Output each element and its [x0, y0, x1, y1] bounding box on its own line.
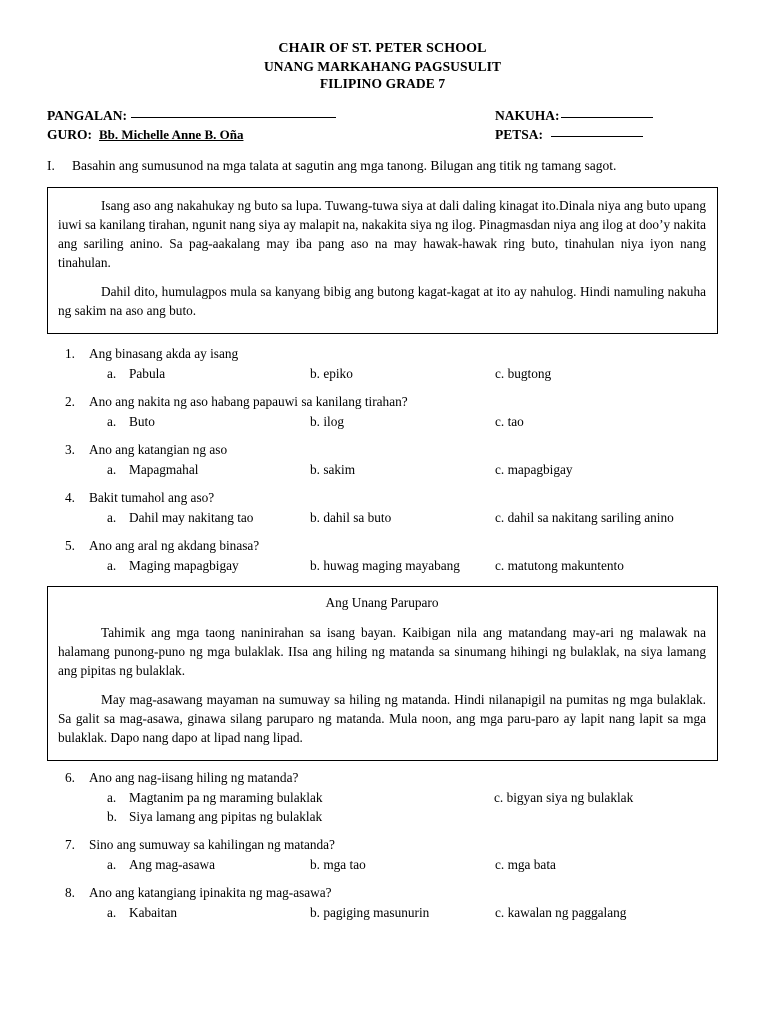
question-5 — [47, 537, 718, 576]
question-8-number: 8. — [65, 884, 75, 900]
option-text: Siya lamang ang pipitas ng bulaklak — [129, 808, 323, 824]
question-6-options — [47, 789, 718, 827]
info-left-column — [47, 107, 336, 143]
option-text: Maging mapagbigay — [129, 557, 239, 573]
question-8-option-c[interactable] — [495, 904, 626, 922]
question-2 — [47, 393, 718, 432]
question-3-option-c[interactable] — [495, 461, 573, 479]
questions-set-1 — [47, 345, 718, 576]
option-text: mapagbigay — [507, 462, 573, 478]
option-letter: c. — [494, 789, 504, 805]
option-text: Buto — [129, 414, 155, 430]
passage2-paragraph-1: Tahimik ang mga taong naninirahan sa isang bayan. Kaibigan nila ang matandang may-ari ng malawak na halamang punong-puno ng mga bulaklak. IIsa ang hiling ng matanda sa sinumang hihingi ng bulaklak, na siya lamang ang pipitas ng bulaklak. — [58, 624, 706, 678]
questions-set-2 — [47, 769, 718, 923]
question-4-stem — [47, 489, 718, 507]
option-text: matutong makuntento — [507, 557, 624, 573]
question-7-option-c[interactable] — [495, 856, 556, 874]
option-text: dahil sa buto — [323, 509, 392, 525]
question-2-number: 2. — [65, 394, 75, 410]
option-text: bugtong — [507, 366, 552, 382]
question-1-stem — [47, 345, 718, 363]
question-3-options — [47, 461, 718, 480]
petsa-input[interactable] — [551, 136, 643, 137]
passage2-title: Ang Unang Paruparo — [325, 594, 439, 610]
option-letter: b. — [310, 856, 320, 872]
question-3 — [47, 441, 718, 480]
question-4-option-c[interactable] — [495, 509, 674, 527]
instruction-text: Basahin ang sumusunod na mga talata at sagutin ang mga tanong. Bilugan ang titik ng tamang sagot. — [72, 158, 617, 174]
option-letter: c. — [495, 904, 505, 920]
option-text: bigyan siya ng bulaklak — [506, 789, 634, 805]
petsa-field-row — [495, 126, 653, 144]
question-1-text: Ang binasang akda ay isang — [89, 346, 239, 362]
question-1-option-c[interactable] — [495, 365, 551, 383]
option-letter: a. — [107, 366, 117, 382]
question-6-text: Ano ang nag-iisang hiling ng matanda? — [89, 770, 299, 786]
option-letter: c. — [495, 856, 505, 872]
petsa-label: PETSA: — [495, 126, 544, 142]
question-7-option-b[interactable] — [310, 856, 366, 874]
option-text: Mapagmahal — [129, 462, 199, 478]
question-1 — [47, 345, 718, 384]
option-text: dahil sa nakitang sariling anino — [507, 509, 674, 525]
option-letter: c. — [495, 366, 505, 382]
question-3-text: Ano ang katangian ng aso — [89, 442, 228, 458]
question-4-option-a[interactable] — [107, 509, 253, 527]
passage2-paragraph-2: May mag-asawang mayaman na sumuway sa hiling ng matanda. Hindi nilanapigil na pumitas ng mga bulaklak. Sa galit sa mag-asawa, ginawa silang paruparo ng matanda. Mula noon, ang mga paru-paro ay lapit nang lapit sa mga bulaklak. Dapo nang dapo at lipad nang lipad. — [58, 692, 706, 746]
instruction-line — [47, 157, 718, 175]
question-3-option-b[interactable] — [310, 461, 355, 479]
question-5-text: Ano ang aral ng akdang binasa? — [89, 537, 260, 553]
info-right-column — [495, 107, 653, 143]
option-letter: c. — [495, 557, 505, 573]
school-name: CHAIR OF ST. PETER SCHOOL — [278, 41, 487, 56]
option-text: huwag maging mayabang — [323, 557, 460, 573]
guro-value: Bb. Michelle Anne B. Oña — [99, 126, 244, 142]
question-5-stem — [47, 537, 718, 555]
document-header — [47, 40, 718, 92]
question-2-stem — [47, 393, 718, 411]
option-letter: a. — [107, 557, 117, 573]
question-4-option-b[interactable] — [310, 509, 391, 527]
guro-field-row — [47, 126, 336, 144]
option-text: kawalan ng paggalang — [507, 904, 627, 920]
passage1-paragraph-2: Dahil dito, humulagpos mula sa kanyang bibig ang butong kagat-kagat at ito ay nahulog. Hindi namuling nakuha ng sakim na aso ang buto. — [58, 284, 706, 319]
question-5-number: 5. — [65, 537, 75, 553]
option-text: mga tao — [323, 856, 366, 872]
question-4-text: Bakit tumahol ang aso? — [89, 490, 215, 506]
option-letter: a. — [107, 509, 117, 525]
option-text: pagiging masunurin — [323, 904, 430, 920]
subject-title: FILIPINO GRADE 7 — [319, 76, 446, 92]
option-text: Dahil may nakitang tao — [129, 509, 254, 525]
option-letter: b. — [310, 509, 320, 525]
question-2-text: Ano ang nakita ng aso habang papauwi sa kanilang tirahan? — [89, 394, 408, 410]
question-3-option-a[interactable] — [107, 461, 198, 479]
option-text: ilog — [323, 414, 344, 430]
passage-box-2 — [47, 586, 718, 761]
question-6-option-c[interactable] — [494, 789, 633, 807]
option-letter: b. — [310, 366, 320, 382]
nakuha-field-row — [495, 107, 653, 125]
question-2-option-c[interactable] — [495, 413, 524, 431]
guro-label: GURO: — [47, 126, 92, 142]
option-letter: a. — [107, 789, 117, 805]
question-8-option-b[interactable] — [310, 904, 429, 922]
question-1-option-b[interactable] — [310, 365, 353, 383]
pangalan-label: PANGALAN: — [47, 108, 127, 124]
option-text: epiko — [323, 366, 353, 382]
question-6-stem — [47, 769, 718, 787]
question-5-option-b[interactable] — [310, 557, 460, 575]
question-8-option-a[interactable] — [107, 904, 177, 922]
question-8-text: Ano ang katangiang ipinakita ng mag-asawa? — [89, 884, 332, 900]
option-letter: c. — [495, 462, 505, 478]
option-text: Kabaitan — [129, 904, 177, 920]
exam-title: UNANG MARKAHANG PAGSUSULIT — [263, 58, 502, 74]
passage-box-1 — [47, 187, 718, 334]
option-text: Ang mag-asawa — [129, 856, 216, 872]
question-1-options — [47, 365, 718, 384]
question-6-option-a[interactable] — [107, 789, 323, 807]
question-7-text: Sino ang sumuway sa kahilingan ng matanda? — [89, 836, 335, 852]
question-8 — [47, 884, 718, 923]
option-letter: b. — [107, 808, 117, 824]
question-8-options — [47, 904, 718, 923]
question-7 — [47, 836, 718, 875]
question-2-options — [47, 413, 718, 432]
passage1-paragraph-1: Isang aso ang nakahukay ng buto sa lupa. Tuwang-tuwa siya at dali daling kinagat ito.Dinala niya ang buto upang iuwi sa kanilang tirahan, ngunit nang siya ay malapit na, nakakita siya ng ilog. Pinagmasdan niya ang ilog at doo’y nakita ang sariling anino. Sa pag-aakalang may iba pang aso na may hawak-hawak ring buto, tinahulan niya iyon nang tinahulan. — [58, 197, 706, 270]
option-text: Magtanim pa ng maraming bulaklak — [129, 789, 323, 805]
pangalan-input[interactable] — [131, 117, 336, 118]
question-1-option-a[interactable] — [107, 365, 165, 383]
option-letter: b. — [310, 462, 320, 478]
option-letter: b. — [310, 414, 320, 430]
question-6-option-b[interactable] — [107, 808, 322, 826]
question-6 — [47, 769, 718, 827]
option-letter: b. — [310, 557, 320, 573]
option-text: Pabula — [129, 366, 166, 382]
option-letter: b. — [310, 904, 320, 920]
question-7-stem — [47, 836, 718, 854]
question-7-option-a[interactable] — [107, 856, 215, 874]
info-fields — [47, 107, 718, 145]
option-text: sakim — [323, 462, 356, 478]
option-text: tao — [507, 414, 524, 430]
question-4-number: 4. — [65, 490, 75, 506]
question-4-options — [47, 509, 718, 528]
question-5-option-a[interactable] — [107, 557, 239, 575]
question-2-option-b[interactable] — [310, 413, 344, 431]
option-text: mga bata — [507, 856, 556, 872]
option-letter: a. — [107, 904, 117, 920]
question-7-number: 7. — [65, 836, 75, 852]
option-letter: a. — [107, 414, 117, 430]
option-letter: a. — [107, 856, 117, 872]
question-5-options — [47, 557, 718, 576]
question-6-number: 6. — [65, 770, 75, 786]
option-letter: a. — [107, 462, 117, 478]
option-letter: c. — [495, 509, 505, 525]
question-5-option-c[interactable] — [495, 557, 624, 575]
instruction-numeral: I. — [47, 158, 55, 174]
pangalan-field-row — [47, 107, 336, 125]
question-2-option-a[interactable] — [107, 413, 155, 431]
question-8-stem — [47, 884, 718, 902]
question-4 — [47, 489, 718, 528]
nakuha-label: NAKUHA: — [495, 108, 560, 124]
nakuha-input[interactable] — [561, 117, 653, 118]
question-1-number: 1. — [65, 346, 75, 362]
question-3-number: 3. — [65, 442, 75, 458]
option-letter: c. — [495, 414, 505, 430]
question-7-options — [47, 856, 718, 875]
question-3-stem — [47, 441, 718, 459]
